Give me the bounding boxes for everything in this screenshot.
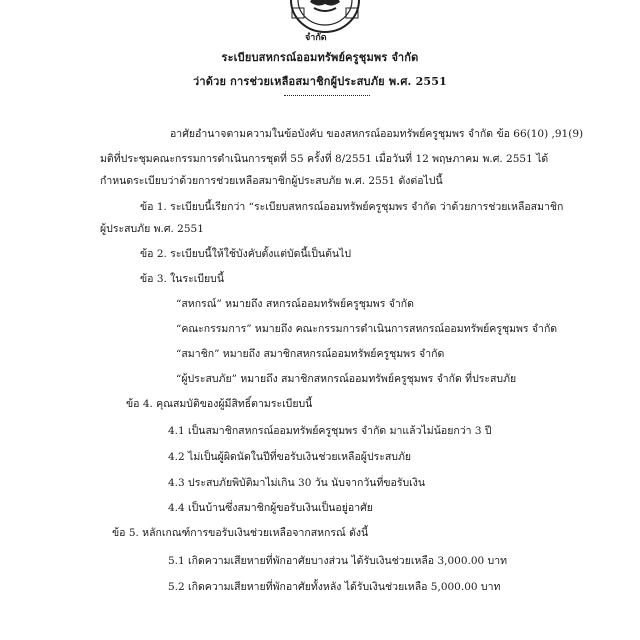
definition-cooperative: “สหกรณ์” หมายถึง สหกรณ์ออมทรัพย์ครูชุมพร จำกัด xyxy=(176,298,414,310)
clause-5-item-2: 5.2 เกิดความเสียหายที่พักอาศัยทั้งหลัง ได้รับเงินช่วยเหลือ 5,000.00 บาท xyxy=(168,581,501,593)
document-title: ระเบียบสหกรณ์ออมทรัพย์ครูชุมพร จำกัด xyxy=(221,51,419,64)
clause-4-heading: ข้อ 4. คุณสมบัติของผู้มีสิทธิ์ตามระเบียบนี้ xyxy=(126,398,313,410)
definition-victim: “ผู้ประสบภัย” หมายถึง สมาชิกสหกรณ์ออมทรัพย์ครูชุมพร จำกัด ที่ประสบภัย xyxy=(176,373,517,385)
definition-committee: “คณะกรรมการ” หมายถึง คณะกรรมการดำเนินการสหกรณ์ออมทรัพย์ครูชุมพร จำกัด xyxy=(176,323,558,335)
clause-4-item-2: 4.2 ไม่เป็นผู้ผิดนัดในปีที่ขอรับเงินช่วยเหลือผู้ประสบภัย xyxy=(168,451,412,463)
clause-4-item-1: 4.1 เป็นสมาชิกสหกรณ์ออมทรัพย์ครูชุมพร จำกัด มาแล้วไม่น้อยกว่า 3 ปี xyxy=(168,425,492,437)
clause-3-heading: ข้อ 3. ในระเบียบนี้ xyxy=(140,273,225,285)
preamble-line-1: อาศัยอำนาจตามความในข้อบังคับ ของสหกรณ์ออมทรัพย์ครูชุมพร จำกัด ข้อ 66(10) ,91(9) xyxy=(170,128,584,140)
clause-5-item-1: 5.1 เกิดความเสียหายที่พักอาศัยบางส่วน ได้รับเงินช่วยเหลือ 3,000.00 บาท xyxy=(168,555,508,567)
seal-caption: จำกัด xyxy=(305,33,327,43)
preamble-line-3: กำหนดระเบียบว่าด้วยการช่วยเหลือสมาชิกผู้ประสบภัย พ.ศ. 2551 ดังต่อไปนี้ xyxy=(100,175,443,187)
clause-2: ข้อ 2. ระเบียบนี้ให้ใช้บังคับตั้งแต่บัดนี้เป็นต้นไป xyxy=(140,248,352,260)
clause-1-line-2: ผู้ประสบภัย พ.ศ. 2551 xyxy=(100,223,204,235)
preamble-line-2: มติที่ประชุมคณะกรรมการดำเนินการชุดที่ 55 ครั้งที่ 8/2551 เมื่อวันที่ 12 พฤษภาคม พ.ศ. 2551 ได้ xyxy=(100,153,549,165)
clause-4-item-4: 4.4 เป็นบ้านซึ่งสมาชิกผู้ขอรับเงินเป็นอยู่อาศัย xyxy=(168,502,373,514)
title-divider xyxy=(284,95,370,96)
clause-1-line-1: ข้อ 1. ระเบียบนี้เรียกว่า “ระเบียบสหกรณ์ออมทรัพย์ครูชุมพร จำกัด ว่าด้วยการช่วยเหลือสมาชิก xyxy=(140,201,564,213)
document-subtitle: ว่าด้วย การช่วยเหลือสมาชิกผู้ประสบภัย พ.ศ. 2551 xyxy=(192,75,447,88)
clause-4-item-3: 4.3 ประสบภัยพิบัติมาไม่เกิน 30 วัน นับจากวันที่ขอรับเงิน xyxy=(168,477,426,489)
clause-5-heading: ข้อ 5. หลักเกณฑ์การขอรับเงินช่วยเหลือจากสหกรณ์ ดังนี้ xyxy=(112,527,369,539)
definition-member: “สมาชิก” หมายถึง สมาชิกสหกรณ์ออมทรัพย์ครูชุมพร จำกัด xyxy=(176,348,445,360)
